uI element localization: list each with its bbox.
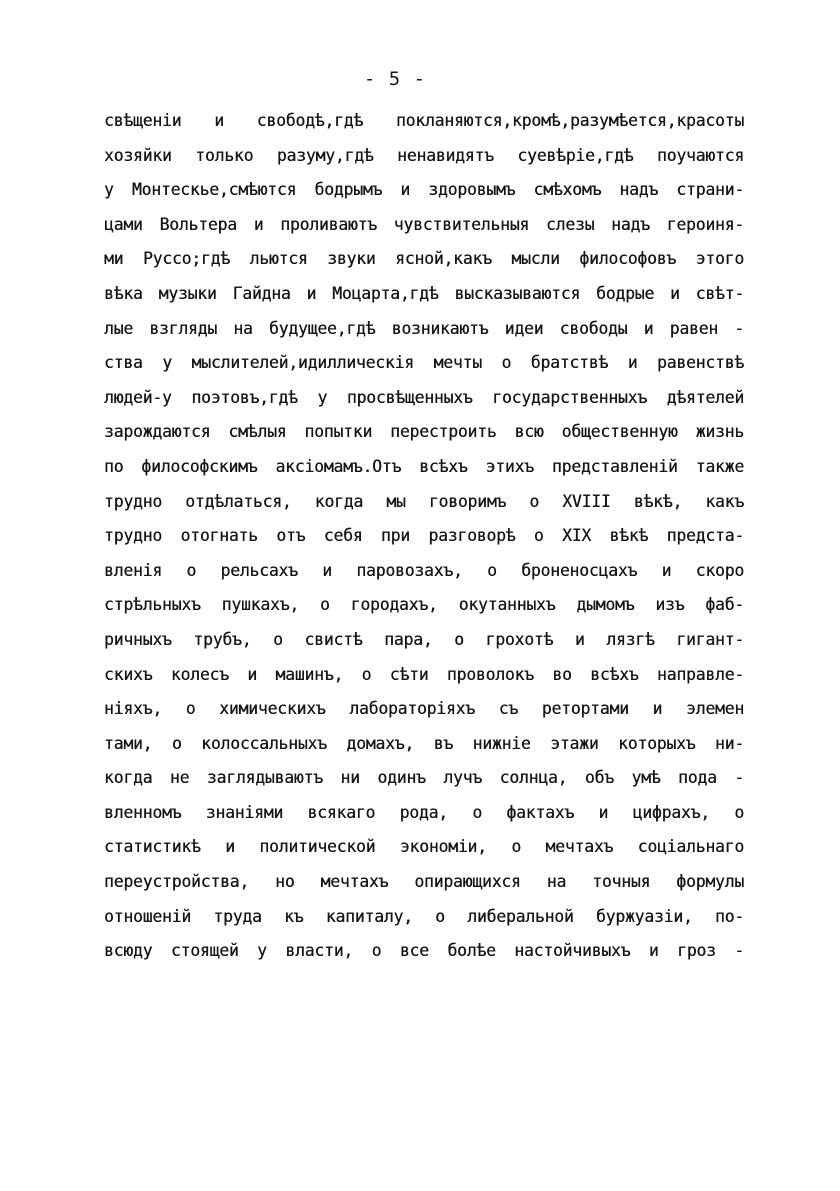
text-line: вѣка музыки Гайдна и Моцарта,гдѣ высказываются бодрые и свѣт-: [104, 283, 744, 303]
text-line: тами, о колоссальныхъ домахъ, въ нижніе этажи которыхъ ни-: [104, 733, 744, 753]
text-line: людей-у поэтовъ,гдѣ у просвѣщенныхъ государственныхъ дѣятелей: [104, 387, 744, 407]
text-line: вленія о рельсахъ и паровозахъ, о броненосцахъ и скоро: [104, 560, 744, 580]
text-line: когда не заглядываютъ ни одинъ лучъ солнца, объ умѣ пода -: [104, 768, 744, 788]
text-line: статистикѣ и политической экономіи, о мечтахъ соціальнаго: [104, 837, 744, 857]
text-line: стрѣльныхъ пушкахъ, о городахъ, окутанныхъ дымомъ изъ фаб-: [104, 595, 744, 615]
text-line: скихъ колесъ и машинъ, о сѣти проволокъ во всѣхъ направле-: [104, 664, 744, 684]
text-line: переустройства, но мечтахъ опирающихся на точныя формулы: [104, 872, 744, 892]
text-line: вленномъ знаніями всякаго рода, о фактахъ и цифрахъ, о: [104, 802, 744, 822]
text-line: ричныхъ трубъ, о свистѣ пара, о грохотѣ и лязгѣ гигант-: [104, 629, 744, 649]
text-line: хозяйки только разуму,гдѣ ненавидятъ суевѣріе,гдѣ поучаются: [104, 145, 744, 165]
body-text: [104, 104, 744, 969]
text-line: зарождаются смѣлыя попытки перестроить всю общественную жизнь: [104, 422, 744, 442]
text-line: у Монтескье,смѣются бодрымъ и здоровымъ смѣхомъ надъ страни-: [104, 180, 744, 200]
text-line: лые взгляды на будущее,гдѣ возникаютъ идеи свободы и равен -: [104, 318, 744, 338]
text-line: ства у мыслителей,идиллическія мечты о братствѣ и равенствѣ: [104, 353, 744, 373]
text-line: цами Вольтера и проливаютъ чувствительныя слезы надъ героиня-: [104, 214, 744, 234]
page-number: - 5 -: [363, 68, 427, 90]
text-line: трудно отогнать отъ себя при разговорѣ о XIX вѣкѣ предста-: [104, 526, 744, 546]
text-line: отношеній труда къ капиталу, о либеральной буржуазіи, по-: [104, 906, 744, 926]
text-line: по философскимъ аксіомамъ.Отъ всѣхъ этихъ представленій также: [104, 456, 744, 476]
text-line: ніяхъ, о химическихъ лабораторіяхъ съ ретортами и элемен: [104, 699, 744, 719]
text-line: свѣщеніи и свободѣ,гдѣ покланяются,кромѣ,разумѣется,красоты: [104, 111, 744, 130]
text-line: всюду стоящей у власти, о все болѣе настойчивыхъ и гроз -: [104, 941, 744, 961]
text-line: трудно отдѣлаться, когда мы говоримъ о XVIII вѣкѣ, какъ: [104, 491, 744, 511]
text-line: ми Руссо;гдѣ льются звуки ясной,какъ мысли философовъ этого: [104, 249, 744, 269]
